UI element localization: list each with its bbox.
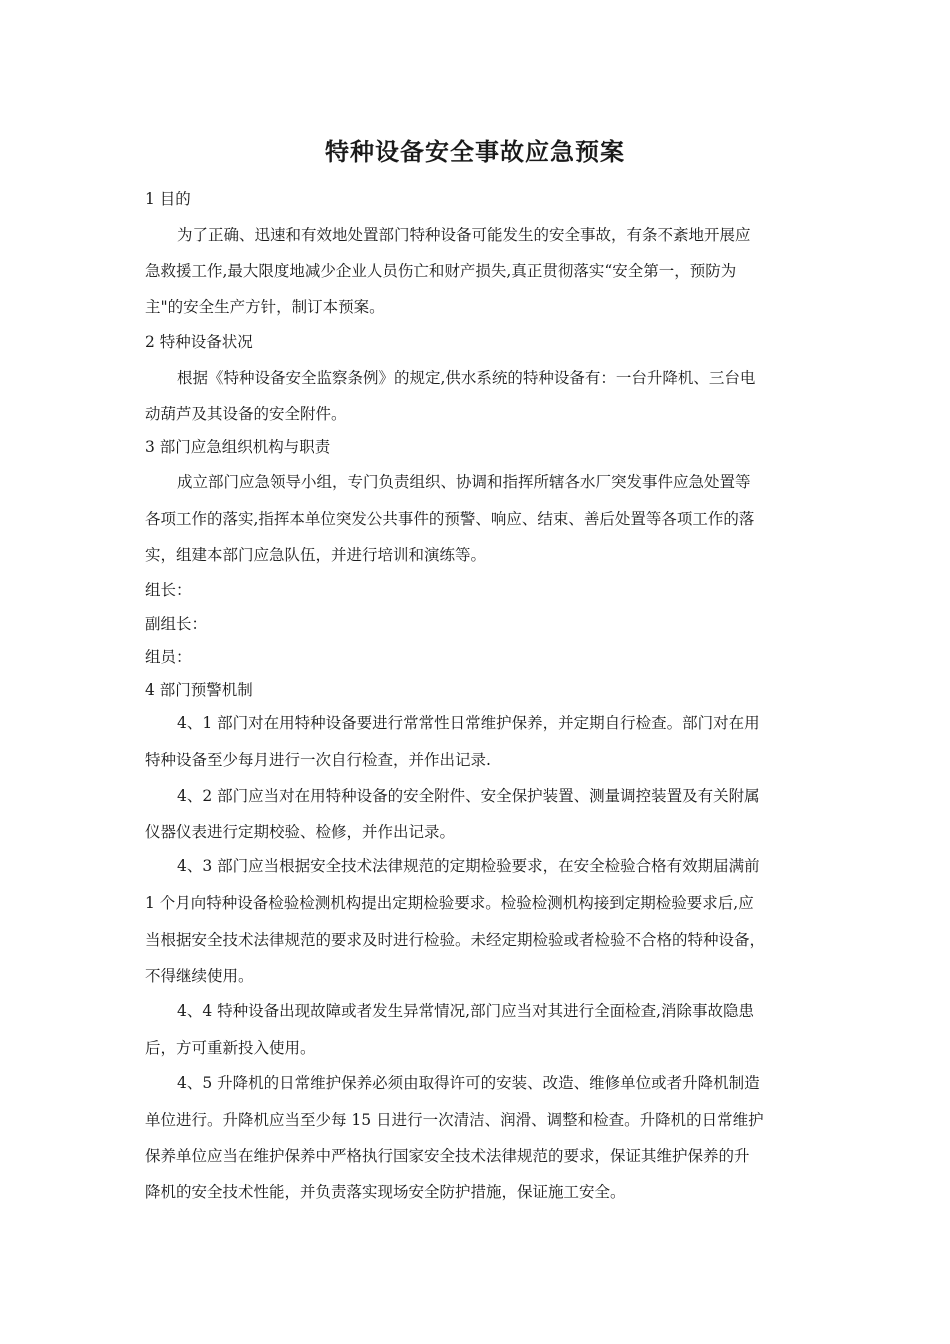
paragraph-line: 急救援工作,最大限度地减少企业人员伤亡和财产损失,真正贯彻落实“安全第一，预防为 xyxy=(145,262,737,280)
paragraph-line: 动葫芦及其设备的安全附件。 xyxy=(145,405,347,423)
heading-4-warning: 4 部门预警机制 xyxy=(145,681,253,699)
paragraph-line: 4、3 部门应当根据安全技术法律规范的定期检验要求，在安全检验合格有效期届满前 xyxy=(177,857,760,875)
paragraph-line: 降机的安全技术性能，并负责落实现场安全防护措施，保证施工安全。 xyxy=(145,1183,626,1201)
paragraph-line: 后，方可重新投入使用。 xyxy=(145,1039,316,1057)
paragraph-line: 单位进行。升降机应当至少每 15 日进行一次清洁、润滑、调整和检查。升降机的日常维护 xyxy=(145,1111,764,1129)
paragraph-line: 保养单位应当在维护保养中严格执行国家安全技术法律规范的要求，保证其维护保养的升 xyxy=(145,1147,750,1165)
team-members-label: 组员： xyxy=(145,648,192,666)
paragraph-line: 为了正确、迅速和有效地处置部门特种设备可能发生的安全事故，有条不紊地开展应 xyxy=(177,226,751,244)
team-leader-label: 组长： xyxy=(145,581,192,599)
paragraph-line: 不得继续使用。 xyxy=(145,967,254,985)
paragraph-line: 1 个月向特种设备检验检测机构提出定期检验要求。检验检测机构接到定期检验要求后,应 xyxy=(145,894,754,912)
paragraph-line: 4、1 部门对在用特种设备要进行常常性日常维护保养，并定期自行检查。部门对在用 xyxy=(177,714,760,732)
paragraph-line: 4、5 升降机的日常维护保养必须由取得许可的安装、改造、维修单位或者升降机制造 xyxy=(177,1074,760,1092)
paragraph-line: 根据《特种设备安全监察条例》的规定,供水系统的特种设备有：一台升降机、三台电 xyxy=(177,369,756,387)
paragraph-line: 4、2 部门应当对在用特种设备的安全附件、安全保护装置、测量调控装置及有关附属 xyxy=(177,787,760,805)
paragraph-line: 成立部门应急领导小组，专门负责组织、协调和指挥所辖各水厂突发事件应急处置等 xyxy=(177,473,751,491)
deputy-leader-label: 副组长： xyxy=(145,615,208,633)
paragraph-line: 当根据安全技术法律规范的要求及时进行检验。未经定期检验或者检验不合格的特种设备， xyxy=(145,931,766,949)
paragraph-line: 实，组建本部门应急队伍，并进行培训和演练等。 xyxy=(145,546,487,564)
paragraph-line: 仪器仪表进行定期校验、检修，并作出记录。 xyxy=(145,823,456,841)
paragraph-line: 特种设备至少每月进行一次自行检查，并作出记录. xyxy=(145,751,491,769)
document-title: 特种设备安全事故应急预案 xyxy=(325,138,625,166)
heading-2-equipment: 2 特种设备状况 xyxy=(145,333,253,351)
paragraph-line: 各项工作的落实,指挥本单位突发公共事件的预警、响应、结束、善后处置等各项工作的落 xyxy=(145,510,755,528)
paragraph-line: 主"的安全生产方针，制订本预案。 xyxy=(145,298,385,316)
heading-1-purpose: 1 目的 xyxy=(145,190,191,208)
heading-3-organization: 3 部门应急组织机构与职责 xyxy=(145,438,331,456)
paragraph-line: 4、4 特种设备出现故障或者发生异常情况,部门应当对其进行全面检查,消除事故隐患 xyxy=(177,1002,755,1020)
